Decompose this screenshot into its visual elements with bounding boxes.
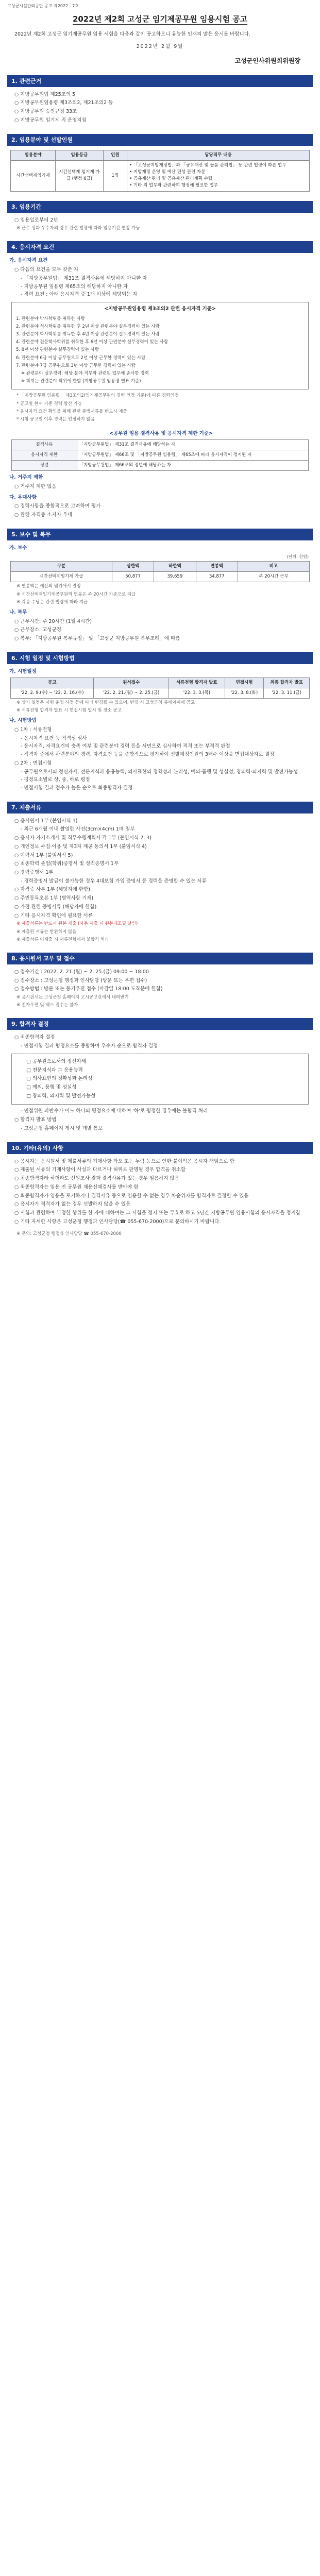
section-1-heading: 1. 관련근거 [7,75,313,87]
list-item: ○ 개인정보 수집·이용 및 제3자 제공 동의서 1부 (붙임서식 4) [14,843,147,850]
box-line: 5. 8년 이상 관련분야 실무경력이 있는 사람 [16,347,99,353]
list-item: ○ 기타 자세한 사항은 고성군청 행정과 인사담당(☎ 055-670-2000)으로 문의하시기 바랍니다. [14,1218,221,1225]
table-header: 임용분야 [11,150,56,160]
list-item: - 면접시험 결과 점수가 높은 순으로 최종합격자 결정 [21,785,133,791]
table-header: 인원 [103,150,127,160]
table-cell: 시간선택제임기제 [11,160,56,191]
section-6-heading: 6. 시험 일정 및 시험방법 [7,652,313,664]
list-item: ○ 최종합격자가 임용을 포기하거나 결격사유 등으로 임용할 수 없는 경우 차순위자를 합격자로 결정할 수 있음 [14,1193,249,1199]
issuing-organization: 고성군인사위원회위원장 [234,57,300,65]
box-line: 3. 관련분야 학사학위를 취득한 후 4년 이상 관련분야 실무경력이 있는 사람 [16,332,160,337]
box-line: 7. 관련분야 7급 공무원으로 3년 이상 근무한 경력이 있는 사람 [16,363,136,368]
list-item: ○ 지방공무원 임기제 직 운영지침 [14,117,87,123]
salary-table [10,561,310,582]
note-item: ※ 시간선택제임기제공무원의 연봉은 주 20시간 기준으로 지급 [16,591,136,597]
criteria-item: □ 전문지식과 그 응용능력 [26,1067,83,1073]
table-cell: '22. 2. 21.(월) ~ 2. 25.(금) [94,688,169,698]
subheading: 가. 응시자격 요건 [9,258,48,264]
list-item: - 경력 요건 : 아래 응시자격 중 1개 이상에 해당되는 자 [21,292,138,298]
list-item: - 공무원으로서의 정신자세, 전문지식과 응용능력, 의사표현의 정확성과 논리성, 예의·품행 및 성실성, 창의력·의지력 및 발전가능성 [21,769,298,775]
table-header: 비고 [238,562,309,572]
box-note: ※ 관련분야 실무경력: 해당 분야 직무와 관련된 업무에 종사한 경력 [21,371,149,376]
notice-number: 고성군시설관리공단 공고 제2022 - 7호 [7,4,79,8]
duty-line: • 지방재정 운영 및 예산 편성 관련 자문 [129,169,206,175]
list-item: ○ 1차 : 서류전형 [14,726,52,733]
list-item: ○ 시험과 관련하여 부정한 행위를 한 자에 대하여는 그 시험을 정지 또는 무효로 하고 5년간 지방공무원 임용시험의 응시자격을 정지함 [14,1210,301,1216]
table-cell: 「지방공무원법」 제66조 및 「지방공무원 임용령」 제65조에 따라 응시자격이 정지된 자 [77,450,308,460]
list-item: ○ 지방공무원 승진규정 33조 [14,109,77,115]
subheading: 나. 복무 [9,609,27,615]
note-item: ※ 연봉액은 예산의 범위에서 결정 [16,584,81,589]
table-header: 원서접수 [94,677,169,688]
unit-note: (단위: 천원) [287,554,309,559]
table-header: 최종 합격자 발표 [264,677,310,688]
section-1-body [7,91,313,125]
table-header: 구분 [11,562,112,572]
section-3-heading: 3. 임용기간 [7,201,313,213]
table-cell: 주 20시간 근무 [238,572,309,582]
list-item: ○ 거주지 제한 없음 [14,483,57,489]
list-item: ○ 복무: 「지방공무원 복무규정」 및 「고성군 지방공무원 복무조례」에 따름 [14,636,180,642]
list-item: - 지방공무원 임용령 제65조의 해당하지 아니한 자 [21,283,128,290]
table-header: 서류전형 합격자 발표 [169,677,225,688]
list-item: ○ 2차 : 면접시험 [14,760,52,766]
list-item: ○ 응시자 자기소개서 및 직무수행계획서 각 1부 (붙임서식 2, 3) [14,835,151,841]
list-item: ○ 임용일로부터 2년 [14,217,58,223]
recruitment-table [10,150,310,192]
note-item: ※ 제출서류 미제출 시 서류전형에서 불합격 처리 [16,937,109,942]
page-title [7,13,313,25]
list-item: ○ 응시원서 1부 (붙임서식 1) [14,818,78,824]
note-item: ※ 각종 수당은 관련 법령에 따라 지급 [16,599,88,605]
list-item: ○ 이력서 1부 (붙임서식 5) [14,852,73,858]
list-item: ○ 지방공무원임용령 제3조의2, 제21조의2 등 [14,100,113,106]
criteria-item: □ 예의, 품행 및 성실성 [26,1084,77,1091]
list-item: ○ 경력증명서 1부 [14,870,54,876]
note-item: ※ 응시원서는 고성군청 홈페이지 고시공고란에서 내려받기 [16,995,129,1001]
list-item: ○ 합격자 발표 방법 [14,1117,57,1123]
section-7-heading: 7. 제출서류 [7,802,313,814]
list-item: - 응시자격, 자격요건의 충족 여부 및 관련분야 경력 등을 서면으로 심사하여 적격 또는 부적격 판정 [21,743,230,750]
list-item: ○ 제출된 서류의 기재사항이 사실과 다르거나 허위로 판명될 경우 합격을 취소함 [14,1167,186,1173]
list-item: - 고성군청 홈페이지 게시 및 개별 통보 [21,1125,103,1131]
table-cell: 정년 [12,461,77,471]
list-item: ○ 지방공무원법 제25조의 5 [14,91,76,97]
intro-text: 2022년 제2회 고성군 임기제공무원 임용 시험을 다음과 같이 공고하오니 유능한 인재의 많은 응시를 바랍니다. [14,31,250,37]
subheading: 가. 시험일정 [9,668,37,674]
criteria-item: □ 창의력, 의지력 및 발전가능성 [26,1093,96,1099]
list-item: - 적격자 중에서 관련분야의 경력, 자격요건 등을 종합적으로 평가하여 선발예정인원의 3배수 이상을 면접대상자로 결정 [21,752,275,758]
table-cell: 1명 [103,160,127,191]
subheading: 가. 보수 [9,545,27,551]
schedule-table [10,677,310,699]
table-header: 공고 [11,677,94,688]
section-5-heading: 5. 보수 및 복무 [7,529,313,540]
section-4-heading: 4. 응시자격 요건 [7,241,313,253]
duty-line: • 「고성군지방재정법」과 「공유재산 및 물품 관리법」 등 관련 법령에 따른 업무 [129,162,287,168]
list-item: - 「지방공무원법」 제31조 결격사유에 해당하지 아니한 자 [21,275,147,281]
contact-note: ※ 문의: 고성군청 행정과 인사담당 ☎ 055-670-2000 [16,1231,122,1237]
subheading: 나. 거주지 제한 [9,474,43,481]
list-item: ○ 최종학력 졸업(학위)증명서 및 성적증명서 1부 [14,861,119,867]
duty-line: • 공유재산 관리 및 공유재산 관리계획 수립 [129,176,213,182]
table-header: 연봉액 [196,562,238,572]
note-item: * 시험 공고일 이후 경력은 인정하지 않음 [16,416,95,422]
section-9-heading: 9. 합격자 결정 [7,1018,313,1030]
note-item: ※ 상기 일정은 시험 운영 사정 등에 따라 변경될 수 있으며, 변경 시 고성군청 홈페이지에 공고 [16,700,195,705]
criteria-item: □ 의사표현의 정확성과 논리성 [26,1076,93,1082]
table-cell-duties [127,160,310,191]
table-cell: 39,659 [154,572,196,582]
list-item: ○ 응시자가 적격자가 없는 경우 선발하지 않을 수 있음 [14,1201,131,1208]
disqualification-table [11,439,309,471]
list-item: ○ 최종합격자 결정 [14,1035,55,1041]
subheading: 나. 시험방법 [9,718,37,724]
table-cell: 응시자격 제한 [12,450,77,460]
list-item: - 최근 6개월 이내 촬영한 사진(3cm×4cm) 1매 첨부 [21,826,135,833]
table-cell: 34,877 [196,572,238,582]
box-line: 1. 관련분야 박사학위를 취득한 사람 [16,316,85,321]
table-cell: '22. 3. 3.(목) [169,688,225,698]
list-item: ○ 최종합격자라 하더라도 신원조사 결과 결격사유가 있는 경우 임용하지 않음 [14,1176,179,1182]
table-cell: 결격사유 [12,439,77,450]
table-cell: 시간선택제 임기제 가급 (행정 6급) [56,160,104,191]
list-item: - 평정요소별로 상, 중, 하로 평정 [21,777,90,783]
box-line: 6. 관련분야 6급 이상 공무원으로 2년 이상 근무한 경력이 있는 사람 [16,355,146,361]
subheading: 다. 우대사항 [9,494,37,500]
note-item: ※ 제출서류는 반드시 원본 제출 (사본 제출 시 원본대조필 날인) [16,921,138,927]
section-10-heading: 10. 기타(유의) 사항 [7,1142,313,1154]
notice-page [0,0,320,1249]
list-item: ○ 접수장소 : 고성군청 행정과 인사담당 (방문 또는 우편 접수) [14,977,147,984]
note-item: ※ 서류전형 합격자 발표 시 면접시험 일시 및 장소 공고 [16,708,122,714]
list-item: ○ 근무시간: 주 20시간 (1일 4시간) [14,618,92,624]
box-note: ※ 학위는 관련분야 학위에 한함 (지방공무원 임용령 별표 기준) [21,379,141,384]
list-item: ○ 접수방법 : 방문 또는 등기우편 접수 (마감일 18:00 도착분에 한함) [14,986,163,992]
table-cell: 50,877 [112,572,154,582]
table-header: 하한액 [154,562,196,572]
duty-line: • 기타 위 업무와 관련하여 행정에 필요한 업무 [129,183,218,189]
box-title: <지방공무원임용령 제3조의2 관련 응시자격 기준> [104,306,216,312]
note-item: * 응시자격 요건 확인을 위해 관련 증빙서류를 반드시 제출 [16,409,127,414]
box-line: 4. 관련분야 전문학사학위를 취득한 후 6년 이상 관련분야 실무경력이 있는 사람 [16,340,169,345]
list-item: ○ 관련 자격증 소지자 우대 [14,512,73,518]
table-cell: '22. 3. 8.(화) [225,688,263,698]
list-item: ○ 자격증 사본 1부 (해당자에 한함) [14,887,90,893]
section-2-heading: 2. 임용분야 및 선발인원 [7,134,313,146]
note-item: * 「지방공무원 임용령」 제3조의2(임기제공무원의 경력 인정 기준)에 따른 경력인정 [16,393,179,399]
list-item: - 면접시험 결과 평정요소를 종합하여 우수자 순으로 합격자 결정 [21,1043,158,1049]
criteria-item: □ 공무원으로서의 정신자세 [26,1058,86,1064]
table-cell: '22. 3. 11.(금) [264,688,310,698]
table-cell: 시간선택제임기제 가급 [11,572,112,582]
note-item: ※ 제출된 서류는 반환하지 않음 [16,929,77,935]
list-item: - 경력증명서 발급이 불가능한 경우 4대보험 가입 증명서 등 경력을 증명할 수 있는 서류 [21,878,207,884]
list-item: ○ 다음의 요건을 모두 갖춘 자 [14,267,79,273]
list-item: ○ 접수기간 : 2022. 2. 21.(월) ~ 2. 25.(금) 09:00 ~ 18:00 [14,969,149,975]
list-item: ○ 기타 응시자격 확인에 필요한 서류 [14,912,93,919]
note-item: ※ 근무 성과 우수자의 경우 관련 법령에 따라 임용기간 연장 가능 [16,226,140,231]
list-item: ○ 주민등록초본 1부 (병역사항 기재) [14,895,94,902]
evaluation-criteria-box [11,1054,309,1105]
note-item: * 공고일 현재 기준 경력 합산 가능 [16,401,82,406]
note-item: ※ 전자우편 및 팩스 접수는 불가 [16,1003,78,1008]
table-header: 상한액 [112,562,154,572]
list-item: ○ 최종합격자는 임용 전 공무원 채용신체검사를 받아야 함 [14,1184,139,1190]
table-cell: '22. 2. 9.(수) ~ '22. 2. 16.(수) [11,688,94,698]
list-item: ○ 가점 관련 증빙서류 (해당자에 한함) [14,904,97,910]
notice-date: 2022년 2월 9일 [136,44,184,50]
table-cell: 「지방공무원법」 제31조 결격사유에 해당하는 자 [77,439,308,450]
table-header: 임용등급 [56,150,104,160]
list-item: - 응시자격 요건 등 적격성 심사 [21,735,87,741]
qualification-criteria-box [11,302,309,389]
table-caption: <공무원 임용 결격사유 및 응시자격 제한 기준> [109,431,213,437]
list-item: ○ 근무장소: 고성군청 [14,627,61,633]
table-header: 면접시험 [225,677,263,688]
list-item: ○ 경력사항을 종합적으로 고려하여 평가 [14,503,101,510]
list-item: ○ 응시자는 응시원서 및 제출서류의 기재사항 착오 또는 누락 등으로 인한 불이익은 응시자 책임으로 함 [14,1158,234,1164]
page-title-text: 2022년 제2회 고성군 임기제공무원 임용시험 공고 [72,14,248,24]
box-line: 2. 관련분야 석사학위를 취득한 후 2년 이상 관련분야 실무경력이 있는 사람 [16,324,160,329]
table-header: 담당직무 내용 [127,150,310,160]
table-cell: 「지방공무원법」 제66조의 정년에 해당하는 자 [77,461,308,471]
list-item: - 면접위원 과반수가 어느 하나의 평정요소에 대하여 '하'로 평정한 경우에는 불합격 처리 [21,1108,208,1114]
section-8-heading: 8. 응시원서 교부 및 접수 [7,953,313,964]
